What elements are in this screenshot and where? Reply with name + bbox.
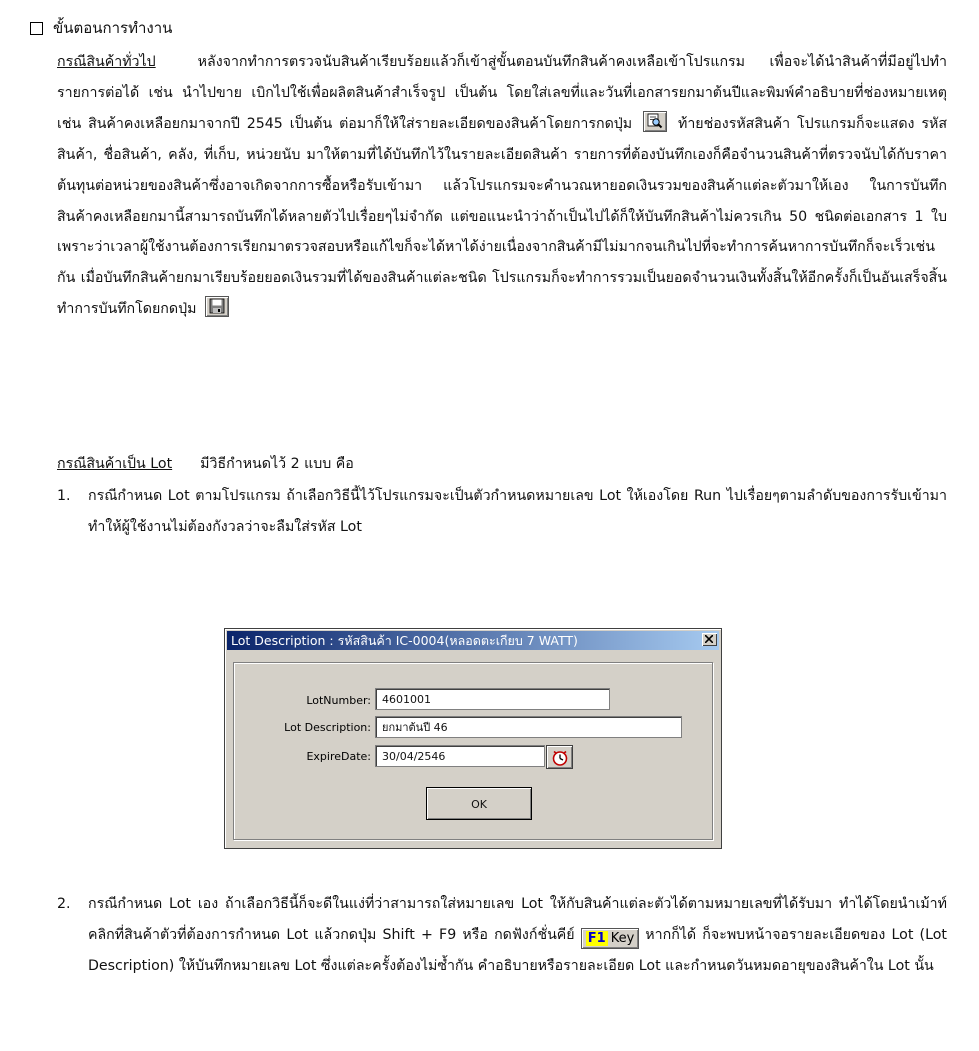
dialog-titlebar xyxy=(227,631,719,650)
lot-item-2-text-a: กรณีกำหนด Lot เอง ถ้าเลือกวิธีนี้ก็จะดีในแง่ที่ว่าสามารถใส่หมายเลข Lot ให้กับสินค้าแต่ละตัวได้ตามหมายเลขที่ได้รับมา ทำได้โดยนำเม้าท์คลิกที่สินค้าตัวที่ต้องการกำหนด Lot แล้วกดปุ่ม Shift + F9 หรือ กดฟังก์ชั่นคีย์ xyxy=(88,896,947,943)
lot-item-1-number: 1. xyxy=(57,488,71,504)
lot-item-1-text: กรณีกำหนด Lot ตามโปรแกรม ถ้าเลือกวิธีนี้ไว้โปรแกรมจะเป็นตัวกำหนดหมายเลข Lot ให้เองโดย Run ไปเรื่อยๆตามลำดับของการรับเข้ามา ทำให้ผู้ใช้งานไม่ต้องกังวลว่าจะลืมใส่รหัส Lot xyxy=(88,488,947,535)
lot-intro-line xyxy=(57,449,947,480)
general-title: กรณีสินค้าทั่วไป xyxy=(57,54,156,70)
general-text-2: ท้ายช่องรหัสสินค้า โปรแกรมก็จะแสดง รหัสสินค้า, ชื่อสินค้า, คลัง, ที่เก็บ, หน่วยนับ มาให้ตามที่ได้บันทึกไว้ในรายละเอียดสินค้า รายการที่ต้องบันทึกเองก็คือจำนวนสินค้าที่ตรวจนับได้กับราคาต้นทุนต่อหน่วยของสินค้าซึ่งอาจเกิดจากการซื้อหรือรับเข้ามา แล้วโปรแกรมจะคำนวณหายอดเงินรวมของสินค้าแต่ละตัวมาให้เอง ในการบันทึกสินค้าคงเหลือยกมานี้สามารถบันทึกได้หลายตัวไปเรื่อยๆไม่จำกัด แต่ขอแนะนำว่าถ้าเป็นไปได้ก็ให้บันทึกสินค้าไม่ควรเกิน 50 ชนิดต่อเอกสาร 1 ใบ เพราะว่าเวลาผู้ใช้งานต้องการเรียกมาตรวจสอบหรือแก้ไขก็จะได้หาได้ง่ายเนื่องจากสินค้ามีไม่มากจนเกินไปที่จะทำการค้นหาการบันทึกก็จะเร็วเช่นกัน เมื่อบันทึกสินค้ายกมาเรียบร้อยยอดเงินรวมที่ได้ของสินค้าแต่ละชนิด โปรแกรมก็จะทำการรวมเป็นยอดจำนวนเงินทั้งสิ้นให้อีกครั้งก็เป็นอันเสร็จสิ้น ทำการบันทึกโดยกดปุ่ม xyxy=(57,115,947,318)
save-button-icon xyxy=(205,296,229,317)
lot-item-1 xyxy=(57,481,947,543)
checkbox-bullet-icon xyxy=(30,22,43,35)
lookup-button-icon xyxy=(643,111,667,132)
lot-description-field[interactable]: ยกมาต้นปี 46 xyxy=(375,716,682,738)
close-icon xyxy=(705,635,713,643)
lot-item-2-number: 2. xyxy=(57,896,71,912)
lot-number-label: LotNumber: xyxy=(306,694,371,707)
f1-key-suffix: Key xyxy=(610,930,635,946)
lot-item-2-text-b: หากก็ได้ ก็จะพบหน้าจอรายละเอียดของ Lot (Lot Description) ให้บันทึกหมายเลข Lot ซึ่งแต่ละครั้งต้องไม่ซ้ำกัน คำอธิบายหรือรายละเอียด Lot และกำหนดวันหมดอายุของสินค้าใน Lot นั้น xyxy=(88,926,947,974)
expire-date-field[interactable]: 30/04/2546 xyxy=(375,745,545,767)
dialog-title: Lot Description : รหัสสินค้า IC-0004(หลอดตะเกียบ 7 WATT) xyxy=(231,633,578,648)
lot-description-label: Lot Description: xyxy=(284,721,371,734)
lot-intro: มีวิธีกำหนดไว้ 2 แบบ คือ xyxy=(200,456,354,472)
ok-button[interactable]: OK xyxy=(426,787,532,820)
f1-key-label: F1 xyxy=(587,930,606,946)
close-button[interactable] xyxy=(702,633,717,646)
lot-item-2-text xyxy=(88,889,947,982)
clock-icon xyxy=(551,749,569,766)
lot-number-field[interactable]: 4601001 xyxy=(375,688,610,710)
lot-title: กรณีสินค้าเป็น Lot xyxy=(57,456,173,472)
date-picker-button[interactable] xyxy=(546,745,573,769)
lot-item-2 xyxy=(57,889,947,982)
section-heading-text: ขั้นตอนการทำงาน xyxy=(53,19,173,37)
f1-key-icon xyxy=(581,928,640,949)
lot-description-dialog xyxy=(224,628,722,849)
section-heading xyxy=(30,16,172,40)
expire-date-label: ExpireDate: xyxy=(306,750,371,763)
general-paragraph xyxy=(57,47,947,325)
general-text-1: หลังจากทำการตรวจนับสินค้าเรียบร้อยแล้วก็เข้าสู่ขั้นตอนบันทึกสินค้าคงเหลือเข้าโปรแกรม เพื่อจะได้นำสินค้าที่มีอยู่ไปทำรายการต่อได้ เช่น นำไปขาย เบิกไปใช้เพื่อผลิตสินค้าสำเร็จรูป เป็นต้น โดยใส่เลขที่และวันที่เอกสารยกมาต้นปีและพิมพ์คำอธิบายที่ช่องหมายเหตุ เช่น สินค้าคงเหลือยกมาจากปี 2545 เป็นต้น ต่อมาก็ให้ใส่รายละเอียดของสินค้าโดยการกดปุ่ม xyxy=(57,54,947,132)
